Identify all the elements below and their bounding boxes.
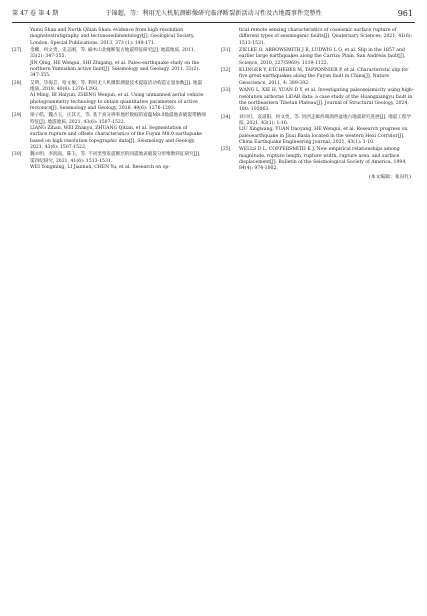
reference-entry xyxy=(221,28,415,47)
reference-text: WELLS D L, COPPERSMITH K J. New empirical relationships among magnitude, rupture length, rupture width, rupture area, and surface displacement[J]. Bulletin of the Seismological Society of America, 1994, 84(4): 974-1002. xyxy=(239,147,407,172)
reference-number: [30] xyxy=(12,152,22,158)
reference-entry xyxy=(12,152,206,171)
reference-text: LIANG Zihan, WEI Zhanyu, ZHUANG Qitian, et al. Segmentation of surface rupture and offsets characteristics of the Fuyun M8.0 earthquake based on high resolution topographic data[J]. Seismology and Geology, 2021, 43(6): 1507-1522. xyxy=(30,126,203,150)
reference-text: 艾明，毕海芸，哈文俊，等. 利用无人机摄影测量技术提取活动构造定量参数[J]. 地震地质, 2018, 40(6): 1276-1293. xyxy=(30,80,203,93)
reference-number: [29] xyxy=(12,113,22,119)
reference-entry xyxy=(12,113,206,151)
reference-text: LIU Xingwang, YUAN Daoyang, HE Wengui, et al. Research progress on paleoearthquake in Jiuxi Basin located in the western Hexi Corridor[J]. China Earthquake Engineering Journal, 2021, 43(1): 1-10. xyxy=(239,127,408,145)
reference-number: [34] xyxy=(221,114,231,120)
reference-number: [27] xyxy=(12,48,22,54)
editor-note: (本文编辑：张向红) xyxy=(368,175,411,181)
reference-columns xyxy=(12,28,415,182)
reference-text: JIN Qing, HE Wengui, SHI Zhigang, et al. Paleo-earthquake study on the northern Yumushan active fault[J]. Seismology and Geology, 2011, 33(2): 347-355. xyxy=(30,60,200,79)
reference-entry xyxy=(221,68,415,87)
reference-number: [31] xyxy=(221,48,231,54)
reference-entry xyxy=(12,28,206,47)
running-title: 于锦超，等：利用无人机航测影像研究临泽断裂新活动习性及古地震事件完整性 xyxy=(105,10,322,17)
reference-text: WANG L, XIE H, YUAN D Y, et al. Investigating paleoseismicity using high-resolution airborne LiDAR data: a case study of the Huangxiangyu fault in the northeastern Tibetan Plateau[J]. Journal of Structural Geology, 2024, 180: 105063. xyxy=(239,88,414,113)
reference-text: 魏永明，李润南，陈玉，等. 不同类型发震断层的同震地表破裂分形维数特征研究[J]. 第四纪研究, 2021, 41(6): 1513-1531. xyxy=(30,152,201,164)
reference-entry xyxy=(221,88,415,113)
reference-text: 梁子皓，魏占玉，庄其天，等. 基于高分辨率地形数据的富蕴M8.0地震地表破裂带精细特征[J]. 地震地质, 2021, 43(6): 1507-1522. xyxy=(30,113,206,125)
reference-text: ZIELKE O, ARROWSMITH J R, LUDWIG L G, et al. Slip in the 1857 and earlier large earthquakes along the Carrizo Plain, San Andreas fault[J]. Science, 2010, 327(5969): 1119-1122. xyxy=(239,48,406,66)
reference-text: KLINGER Y, ETCHEBES M, TAPPONNIER P, et al. Characteristic slip for five great earthquakes along the Fuyun fault in China[J]. Nature Geoscience, 2011, 4: 389-392. xyxy=(239,68,409,86)
reference-number: [32] xyxy=(221,68,231,74)
running-header xyxy=(12,8,415,23)
reference-number: [28] xyxy=(12,80,22,86)
reference-text: 金卿，何文贵，史志刚，等. 榆木山北缘断裂古地震特征研究[J]. 地震地质, 2011, 33(2): 347-355. xyxy=(30,48,196,60)
reference-text: tical remote sensing characteristics of coseismic surface rupture of different types of seismogenic faults[J]. Quaternary Sciences, 2021, 41(6): 1513-1531. xyxy=(239,28,413,46)
reference-entry xyxy=(221,115,415,146)
reference-text: WEI Yongming, LI Jiannan, CHEN Yu, et al. Research on op- xyxy=(30,164,170,170)
page-number: 961 xyxy=(397,9,413,18)
left-column xyxy=(12,28,206,182)
reference-text: Yumu Shan and North Qilian Shan: evidence from high-resolution magnetostratigraphy and tectonosedimentology[J]. Geological Society, London, Special Publications, 2013, 373 (1): 149-171. xyxy=(30,28,195,46)
volume-issue: 第 47 卷 第 4 期 xyxy=(12,10,59,17)
right-column xyxy=(221,28,415,182)
reference-entry xyxy=(12,48,206,79)
reference-text: AI Ming, BI Haiyun, ZHENG Wenjun, et al. Using unmanned aerial vehicle photogrammetry technology to obtain quantitative parameters of active tectonics[J]. Seismology and Geology, 2018, 40(6): 1276-1293. xyxy=(30,93,204,111)
reference-number: [33] xyxy=(221,88,231,94)
reference-text: 刘兴旺，袁道阳，何文贵，等. 河西走廊西端酒西盆地古地震研究进展[J]. 地震工程学报, 2021, 43(1): 1-10. xyxy=(239,114,412,126)
reference-entry xyxy=(221,48,415,67)
reference-entry xyxy=(12,81,206,112)
reference-entry xyxy=(221,147,415,172)
reference-number: [35] xyxy=(221,147,231,153)
